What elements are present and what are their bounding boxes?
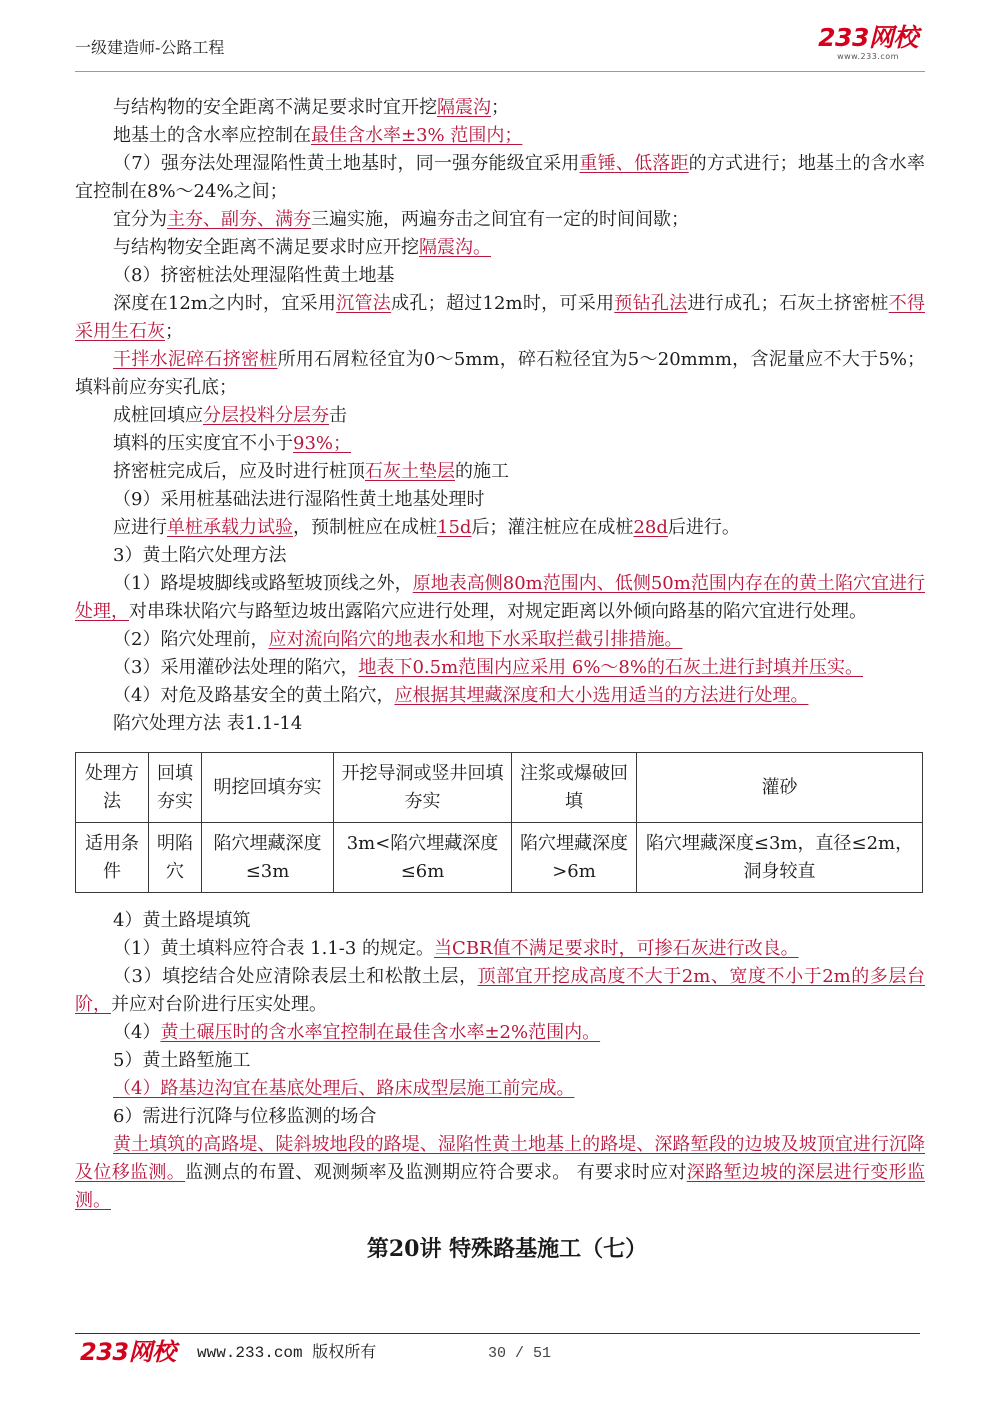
section-heading [75, 907, 925, 935]
after-table-section [75, 907, 925, 1215]
body-text: 对串珠状陷穴与路堑边坡出露陷穴应进行处理，对规定距离以外倾向路基的陷穴宜进行处理。 [129, 601, 867, 622]
paragraph [75, 1019, 925, 1047]
body-text: 宜分为 [113, 209, 167, 230]
header-divider [75, 71, 925, 72]
body-text: 陷穴处理方法 表1.1-14 [113, 713, 303, 734]
highlight-text: 石灰土垫层 [365, 461, 455, 482]
body-text: 5）黄土路堑施工 [113, 1050, 251, 1071]
body-text: 4）黄土路堤填筑 [113, 910, 251, 931]
section-heading [75, 1047, 925, 1075]
paragraph [75, 122, 925, 150]
paragraph [75, 654, 925, 682]
highlight-text: 15d [437, 517, 472, 538]
paragraph [75, 570, 925, 626]
body-text: （8）挤密桩法处理湿陷性黄土地基 [113, 265, 395, 286]
highlight-text: 不得采用生石灰 [75, 293, 926, 342]
table-header-cell: 回填夯实 [149, 753, 202, 823]
highlight-text: 应对流向陷穴的地表水和地下水采取拦截引排措施。 [268, 629, 683, 650]
table-header-cell: 处理方法 [76, 753, 149, 823]
table-cell: 3m<陷穴埋藏深度≤6m [334, 823, 512, 893]
paragraph [75, 430, 925, 458]
highlight-text: 原地表高侧80m范围内、低侧50m范围内存在的黄土陷穴宜进行处理， [75, 573, 925, 622]
paragraph [75, 206, 925, 234]
body-text: 成孔；超过12m时，可采用 [391, 293, 615, 314]
paragraph [75, 458, 925, 486]
body-text: 6）需进行沉降与位移监测的场合 [113, 1106, 377, 1127]
highlight-text: 分层投料分层夯 [203, 405, 329, 426]
highlight-text: 28d [633, 517, 668, 538]
highlight-text: 主夯、副夯、满夯 [167, 209, 311, 230]
highlight-text: 重锤、低落距 [579, 153, 689, 174]
highlight-text: （4）路基边沟宜在基底处理后、路床成型层施工前完成。 [113, 1078, 575, 1099]
body-text: 与结构物的安全距离不满足要求时宜开挖 [113, 97, 437, 118]
highlight-text: 最佳含水率±3% 范围内； [311, 125, 523, 146]
table-header-cell: 灌砂 [637, 753, 923, 823]
paragraph [75, 1075, 925, 1103]
highlight-text: 应根据其埋藏深度和大小选用适当的方法进行处理。 [394, 685, 809, 706]
highlight-text: 隔震沟。 [419, 237, 491, 258]
body-text: （3）填挖结合处应清除表层土和松散土层， [113, 966, 478, 987]
footer-logo[interactable]: 233网校 [80, 1338, 176, 1366]
body-text: 与结构物安全距离不满足要求时应开挖 [113, 237, 419, 258]
body-text: 的施工 [455, 461, 509, 482]
body-text: 深度在12m之内时，宜采用 [113, 293, 337, 314]
body-text: （4）对危及路基安全的黄土陷穴， [113, 685, 395, 706]
paragraph [75, 514, 925, 542]
body-text: 并应对台阶进行压实处理。 [111, 994, 327, 1015]
highlight-text: 隔震沟 [437, 97, 491, 118]
page-number: 30 / 51 [488, 1345, 552, 1362]
cave-treatment-table [75, 752, 923, 893]
body-text: 应进行 [113, 517, 167, 538]
body-text: 成桩回填应 [113, 405, 203, 426]
body-text: 挤密桩完成后，应及时进行桩顶 [113, 461, 365, 482]
table-cell: 明陷穴 [149, 823, 202, 893]
body-text: 进行成孔；石灰土挤密桩 [687, 293, 889, 314]
body-text: 的方式进行；地基土的含水率宜控制在8%～24%之间； [75, 153, 926, 202]
body-text: 后；灌注桩应在成桩 [471, 517, 634, 538]
brand-logo-text: 233网校 [818, 23, 918, 52]
body-text: （7）强夯法处理湿陷性黄土地基时，同一强夯能级宜采用 [113, 153, 580, 174]
table-header-cell: 开挖导洞或竖井回填夯实 [334, 753, 512, 823]
paragraph [75, 150, 925, 206]
body-text: ； [491, 97, 509, 118]
body-text: 击 [329, 405, 347, 426]
body-text: 地基土的含水率应控制在 [113, 125, 311, 146]
section-heading [75, 542, 925, 570]
body-text: 监测点的布置、观测频率及监测期应符合要求。 有要求时应对 [185, 1162, 687, 1183]
body-text: （3）采用灌砂法处理的陷穴， [113, 657, 359, 678]
body-text: （2）陷穴处理前， [113, 629, 269, 650]
table-header-cell: 注浆或爆破回填 [512, 753, 637, 823]
paragraph [75, 963, 925, 1019]
brand-logo[interactable] [816, 24, 920, 62]
document-body [75, 94, 925, 1265]
paragraph [75, 234, 925, 262]
footer-divider [75, 1333, 920, 1334]
highlight-text: 当CBR值不满足要求时，可掺石灰进行改良。 [434, 938, 799, 959]
section-heading [75, 1103, 925, 1131]
table-header-cell: 明挖回填夯实 [202, 753, 334, 823]
body-text: 后进行。 [667, 517, 740, 538]
highlight-text: 预钻孔法 [614, 293, 688, 314]
paragraph [75, 935, 925, 963]
brand-logo-url: www.233.com [837, 52, 899, 61]
paragraph [75, 290, 925, 346]
body-text: 所用石屑粒径宜为0～5mm，碎石粒径宜为5～20mmm，含泥量应不大于5%；填料前应夯实孔底； [75, 349, 926, 398]
body-text: 填料的压实度宜不小于 [113, 433, 293, 454]
paragraph [75, 1131, 925, 1215]
highlight-text: 沉管法 [336, 293, 392, 314]
paragraph [75, 346, 925, 402]
highlight-text: 黄土碾压时的含水率宜控制在最佳含水率±2%范围内。 [160, 1022, 601, 1043]
section-subheading [75, 262, 925, 290]
highlight-text: 顶部宜开挖成高度不大于2m、宽度不小于2m的多层台阶， [75, 966, 925, 1015]
lecture-heading: 第20讲 特殊路基施工（七） [366, 1236, 648, 1262]
table-cell: 陷穴埋藏深度≤3m，直径≤2m，洞身较直 [637, 823, 923, 893]
highlight-text: 地表下0.5m范围内应采用 6%～8%的石灰土进行封填并压实。 [358, 657, 863, 678]
body-text: 3）黄土陷穴处理方法 [113, 545, 287, 566]
paragraph [75, 682, 925, 710]
highlight-text: 93%； [293, 433, 352, 454]
paragraph [75, 402, 925, 430]
table-row [76, 823, 923, 893]
body-text: （4） [113, 1022, 161, 1043]
header-title: 一级建造师-公路工程 [75, 38, 225, 57]
body-text: ，预制桩应在成桩 [293, 517, 437, 538]
highlight-text: 干拌水泥碎石挤密桩 [113, 349, 278, 370]
table-header-row [76, 753, 923, 823]
body-text: （1）路堤坡脚线或路堑坡顶线之外， [113, 573, 413, 594]
footer-copyright: www.233.com 版权所有 [197, 1344, 377, 1362]
table-caption [75, 710, 925, 738]
paragraph [75, 94, 925, 122]
body-text: （9）采用桩基础法进行湿陷性黄土地基处理时 [113, 489, 485, 510]
paragraph [75, 626, 925, 654]
section-subheading [75, 486, 925, 514]
body-text: （1）黄土填料应符合表 1.1-3 的规定。 [113, 938, 435, 959]
highlight-text: 黄土填筑的高路堤、陡斜坡地段的路堤、湿陷性黄土地基上的路堤、深路堑段的边坡及坡顶宜进行沉降及位移监测。 [75, 1134, 925, 1183]
highlight-text: 单桩承载力试验 [167, 517, 293, 538]
table-cell: 适用条件 [76, 823, 149, 893]
body-text: ； [165, 321, 183, 342]
body-text: 三遍实施，两遍夯击之间宜有一定的时间间歇； [311, 209, 689, 230]
table-cell: 陷穴埋藏深度>6m [512, 823, 637, 893]
table-cell: 陷穴埋藏深度≤3m [202, 823, 334, 893]
highlight-text: 深路堑边坡的深层进行变形监测。 [75, 1162, 925, 1211]
